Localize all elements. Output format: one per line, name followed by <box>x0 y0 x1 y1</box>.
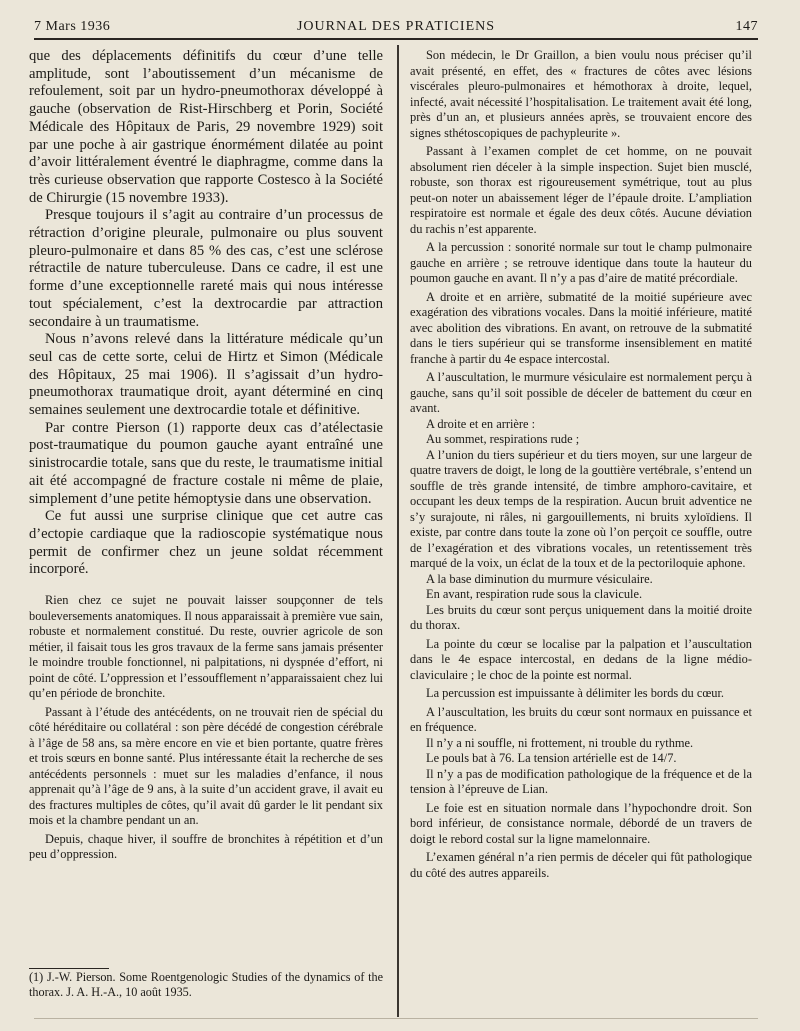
right-paragraph: A la base diminution du murmure vésiculaire. <box>426 571 653 586</box>
header-rule <box>34 38 758 40</box>
right-paragraph: A l’auscultation, les bruits du cœur sont normaux en puissance et en fréquence. <box>410 704 752 734</box>
right-paragraph: En avant, respiration rude sous la clavicule. <box>426 587 643 601</box>
left-small-paragraph: Depuis, chaque hiver, il souffre de bronchites à répétition et d’un peu d’oppression. <box>29 831 383 862</box>
issue-date: 7 Mars 1936 <box>34 19 111 34</box>
journal-title: JOURNAL DES PRATICIENS <box>296 19 496 34</box>
page-number: 147 <box>735 19 758 34</box>
right-paragraph: La pointe du cœur se localise par la palpation et l’auscultation dans le 4e espace intercostal, en dedans de la ligne médio-claviculaire ; le choc de la pointe est normal. <box>410 636 752 682</box>
right-paragraph: Il n’y a pas de modification pathologique de la fréquence et de la tension à l’épreuve de Lian. <box>410 766 752 796</box>
right-paragraph: Passant à l’examen complet de cet homme, on ne pouvait absolument rien déceler à la simple inspection. Sujet bien musclé, robuste, son thorax est rigoureusement symétrique, tout au plus peut-on noter un abaissement léger de l’épaule droite. L’ampliation respiratoire est normale et égale des deux côtés. Aucune déviation du rachis n’est apparente. <box>410 144 752 236</box>
left-column <box>29 48 383 863</box>
right-paragraph: A la percussion : sonorité normale sur tout le champ pulmonaire gauche en arrière ; se retrouve identique dans toute la hauteur du poumon gauche en avant. Il n’y a pas d’aire de matité précordiale. <box>410 240 752 285</box>
right-paragraph: A droite et en arrière, submatité de la moitié supérieure avec exagération des vibrations vocales. Dans la moitié inférieure, matité avec abolition des vibrations. En avant, on retrouve de la submatité dans le tiers supérieur qui se transforme insensiblement en matité franche à partir du 4e espace intercostal. <box>410 289 752 366</box>
bottom-edge <box>34 1018 758 1019</box>
right-paragraph: La percussion est impuissante à délimiter les bords du cœur. <box>426 686 724 700</box>
footnote: (1) J.-W. Pierson. Some Roentgenologic Studies of the dynamics of the thorax. J. A. H.-A., 10 août 1935. <box>29 970 383 999</box>
left-small-paragraph: Passant à l’étude des antécédents, on ne trouvait rien de spécial du côté héréditaire ou collatéral : son père décédé de congestion cérébrale à l’âge de 58 ans, sa mère encore en vie et bien portante, quatre frères et trois sœurs en bonne santé. Plus intéressante était la recherche de ses antécédents personnels : muet sur les maladies d’enfance, il nous apprenait qu’à l’âge de 9 ans, à la suite d’un accident grave, il avait eu des fractures multiples de côtes, qu’il avait dû garder le lit pendant six mois et la chambre pendant un an. <box>29 704 383 828</box>
left-small-text <box>29 593 383 863</box>
right-paragraph: A l’union du tiers supérieur et du tiers moyen, sur une largeur de quatre travers de doigt, le long de la gouttière vertébrale, s’entend un souffle de très grande intensité, de timbre amphoro-cavitaire, et occupant les deux temps de la respiration. Aucun bruit adventice ne s’y surajoute, ni râles, ni gargouillements, ni bruits xyloïdiens. Il existe, par contre dans toute la zone où l’on perçoit ce souffle, outre de l’exagération et des vibrations vocales, un retentissement très marqué de la voix, un éclat de la toux et de la pectoriloquie aphone. <box>410 447 752 570</box>
right-paragraph: Le foie est en situation normale dans l’hypochondre droit. Son bord inférieur, de consistance normale, débordé de un travers de doigt le rebord costal sur la ligne mamelonnaire. <box>410 800 752 846</box>
right-paragraph: Le pouls bat à 76. La tension artérielle est de 14/7. <box>426 751 677 765</box>
left-small-paragraph: Rien chez ce sujet ne pouvait laisser soupçonner de tels bouleversements anatomiques. Il nous apparaissait à première vue sain, robuste et normalement constitué. Du reste, ouvrier agricole de son métier, il faisait tous les gros travaux de la ferme sans jamais présenter le moindre trouble fonctionnel, ni palpitations, ni dyspnée d’effort, ni point de côté. L’oppression et l’essoufflement n’apparaissaient chez lui qu’en période de bronchite. <box>29 593 383 701</box>
column-divider <box>397 45 399 1017</box>
left-large-text <box>29 48 383 579</box>
left-paragraph: Ce fut aussi une surprise clinique que cet autre cas d’ectopie cardiaque que la radioscopie systématique nous permit de confirmer chez un jeune soldat récemment incorporé. <box>29 508 383 578</box>
left-paragraph: Nous n’avons relevé dans la littérature médicale qu’un seul cas de cette sorte, celui de Hirtz et Simon (Médicale des Hôpitaux, 25 mai 1906). Il s’agissait d’un hydro-pneumothorax traumatique droit, ayant déterminé en cinq semaines seulement une dextrocardie totale et définitive. <box>29 331 383 419</box>
right-paragraph: Les bruits du cœur sont perçus uniquement dans la moitié droite du thorax. <box>410 602 752 632</box>
page-header <box>34 16 758 38</box>
left-paragraph: Par contre Pierson (1) rapporte deux cas d’atélectasie post-traumatique du poumon gauche ayant entraîné une sinistrocardie totale, sans que du reste, le traumatisme initial ait été accompagné de fracture costale ni même de plaie, simplement d’une petite hémoptysie dans une observation. <box>29 419 383 507</box>
footnote-rule <box>29 968 109 969</box>
right-paragraph: Au sommet, respirations rude ; <box>426 432 580 446</box>
left-paragraph: Presque toujours il s’agit au contraire d’un processus de rétraction d’origine pleurale, pulmonaire ou plus souvent pleuro-pulmonaire et dans 85 % des cas, c’est une sclérose rétractile de nature tuberculeuse. Dans ce cadre, il est une forme d’une exceptionnelle rareté mais qui nous intéresse tout spécialement, c’est la dextrocardie par attraction secondaire à un traumatisme. <box>29 207 383 330</box>
right-paragraph: Il n’y a ni souffle, ni frottement, ni trouble du rythme. <box>426 735 694 750</box>
left-paragraph: que des déplacements définitifs du cœur d’une telle amplitude, sont l’aboutissement d’un mécanisme de refoulement, soit par un hydro-pneumothorax développé à gauche (observation de Rist-Hirschberg et Porin, Société Médicale des Hôpitaux de Paris, 29 novembre 1929) soit par une poche à air gastrique énormément dilatée au point d’avoir littéralement éventré le diaphragme, comme dans la très curieuse observation que rapporte Costesco à la Société de Chirurgie (15 novembre 1933). <box>29 48 383 206</box>
right-column <box>410 48 752 881</box>
right-paragraph: A droite et en arrière : <box>426 416 536 431</box>
right-paragraph: L’examen général n’a rien permis de déceler qui fût pathologique du côté des autres appareils. <box>410 850 752 880</box>
right-paragraph: A l’auscultation, le murmure vésiculaire est normalement perçu à gauche, sans qu’il soit possible de déceler de battement du cœur en avant. <box>410 370 752 415</box>
right-paragraph: Son médecin, le Dr Graillon, a bien voulu nous préciser qu’il avait présenté, en effet, des « fractures de côtes avec lésions viscérales pleuro-pulmonaires et hémothorax à droite, lequel, infecté, avait nécessité l’hospitalisation. Le traitement avait été long, près d’un an, et plusieurs années après, se trouvaient encore des signes sthétoscopiques de pachypleurite ». <box>410 48 752 140</box>
